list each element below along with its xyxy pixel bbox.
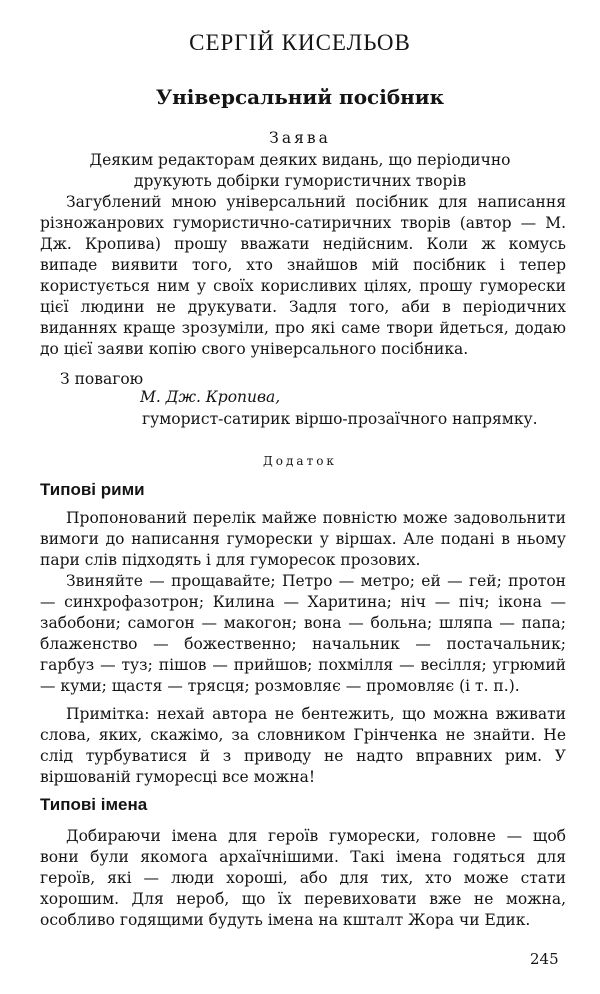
rhymes-list: Звиняйте — прощавайте; Петро — метро; ей — гей; протон — синхрофазотрон; Килина — Харитина; ніч — піч; ікона — забобони; самогон — макогон; вона — больна; шляпа — папа; блаженство — божественно; начальник — постачальник; гарбуз — туз; пішов — прийшов; похмілля — весілля; угрюмий — куми; щастя — трясця; розмовляє — промовляє (і т. п.). — [40, 572, 566, 695]
signature-regards: З повагою — [60, 370, 144, 388]
article-title: Універсальний посібник — [155, 85, 445, 109]
statement-body: Загублений мною універсальний посібник для написання різножанрових гумористично-сатиричних творів (автор — М. Дж. Кропива) прошу вважати недійсним. Коли ж комусь випаде виявити того, хто знайшов мій посібник і тепер користується ним у своїх корисливих цілях, прошу гуморески цієї людини не друкувати. Задля того, аби в періодичних виданнях краще зрозуміли, про які саме твори йдеться, додаю до цієї заяви копію свого універсального посібника. — [40, 193, 566, 358]
author-name: СЕРГІЙ КИСЕЛЬОВ — [189, 30, 411, 55]
section-heading-names: Типові імена — [40, 795, 148, 814]
names-body: Добираючи імена для героїв гуморески, головне — щоб вони були якомога архаїчнішими. Такі імена годяться для героїв, які — люди хороші, або для тих, хто може стати хорошим. Для нероб, що їх перевиховати вже не можна, особливо годящими будуть імена на кшталт Жора чи Едик. — [40, 827, 566, 929]
statement-heading: Заява — [269, 129, 331, 147]
section-heading-rhymes: Типові рими — [40, 480, 145, 499]
statement-addressee: Деяким редакторам деяких видань, що періодично друкують добірки гумористичних творів — [89, 151, 511, 190]
rhymes-note: Примітка: нехай автора не бентежить, що можна вживати слова, яких, скажімо, за словником Грінченка не знайти. Не слід турбуватися й з приводу не надто вправних рим. У віршованій гуморесці все можна! — [40, 705, 566, 786]
appendix-label: Додаток — [263, 454, 337, 468]
signature-role: гуморист-сатирик віршо-прозаїчного напрямку. — [142, 410, 538, 428]
page-number: 245 — [530, 950, 559, 968]
rhymes-intro: Пропонований перелік майже повністю може задовольнити вимоги до написання гуморески у віршах. Але подані в ньому пари слів підходять і для гуморесок прозових. — [40, 509, 566, 569]
signature-name: М. Дж. Кропива, — [140, 388, 281, 406]
